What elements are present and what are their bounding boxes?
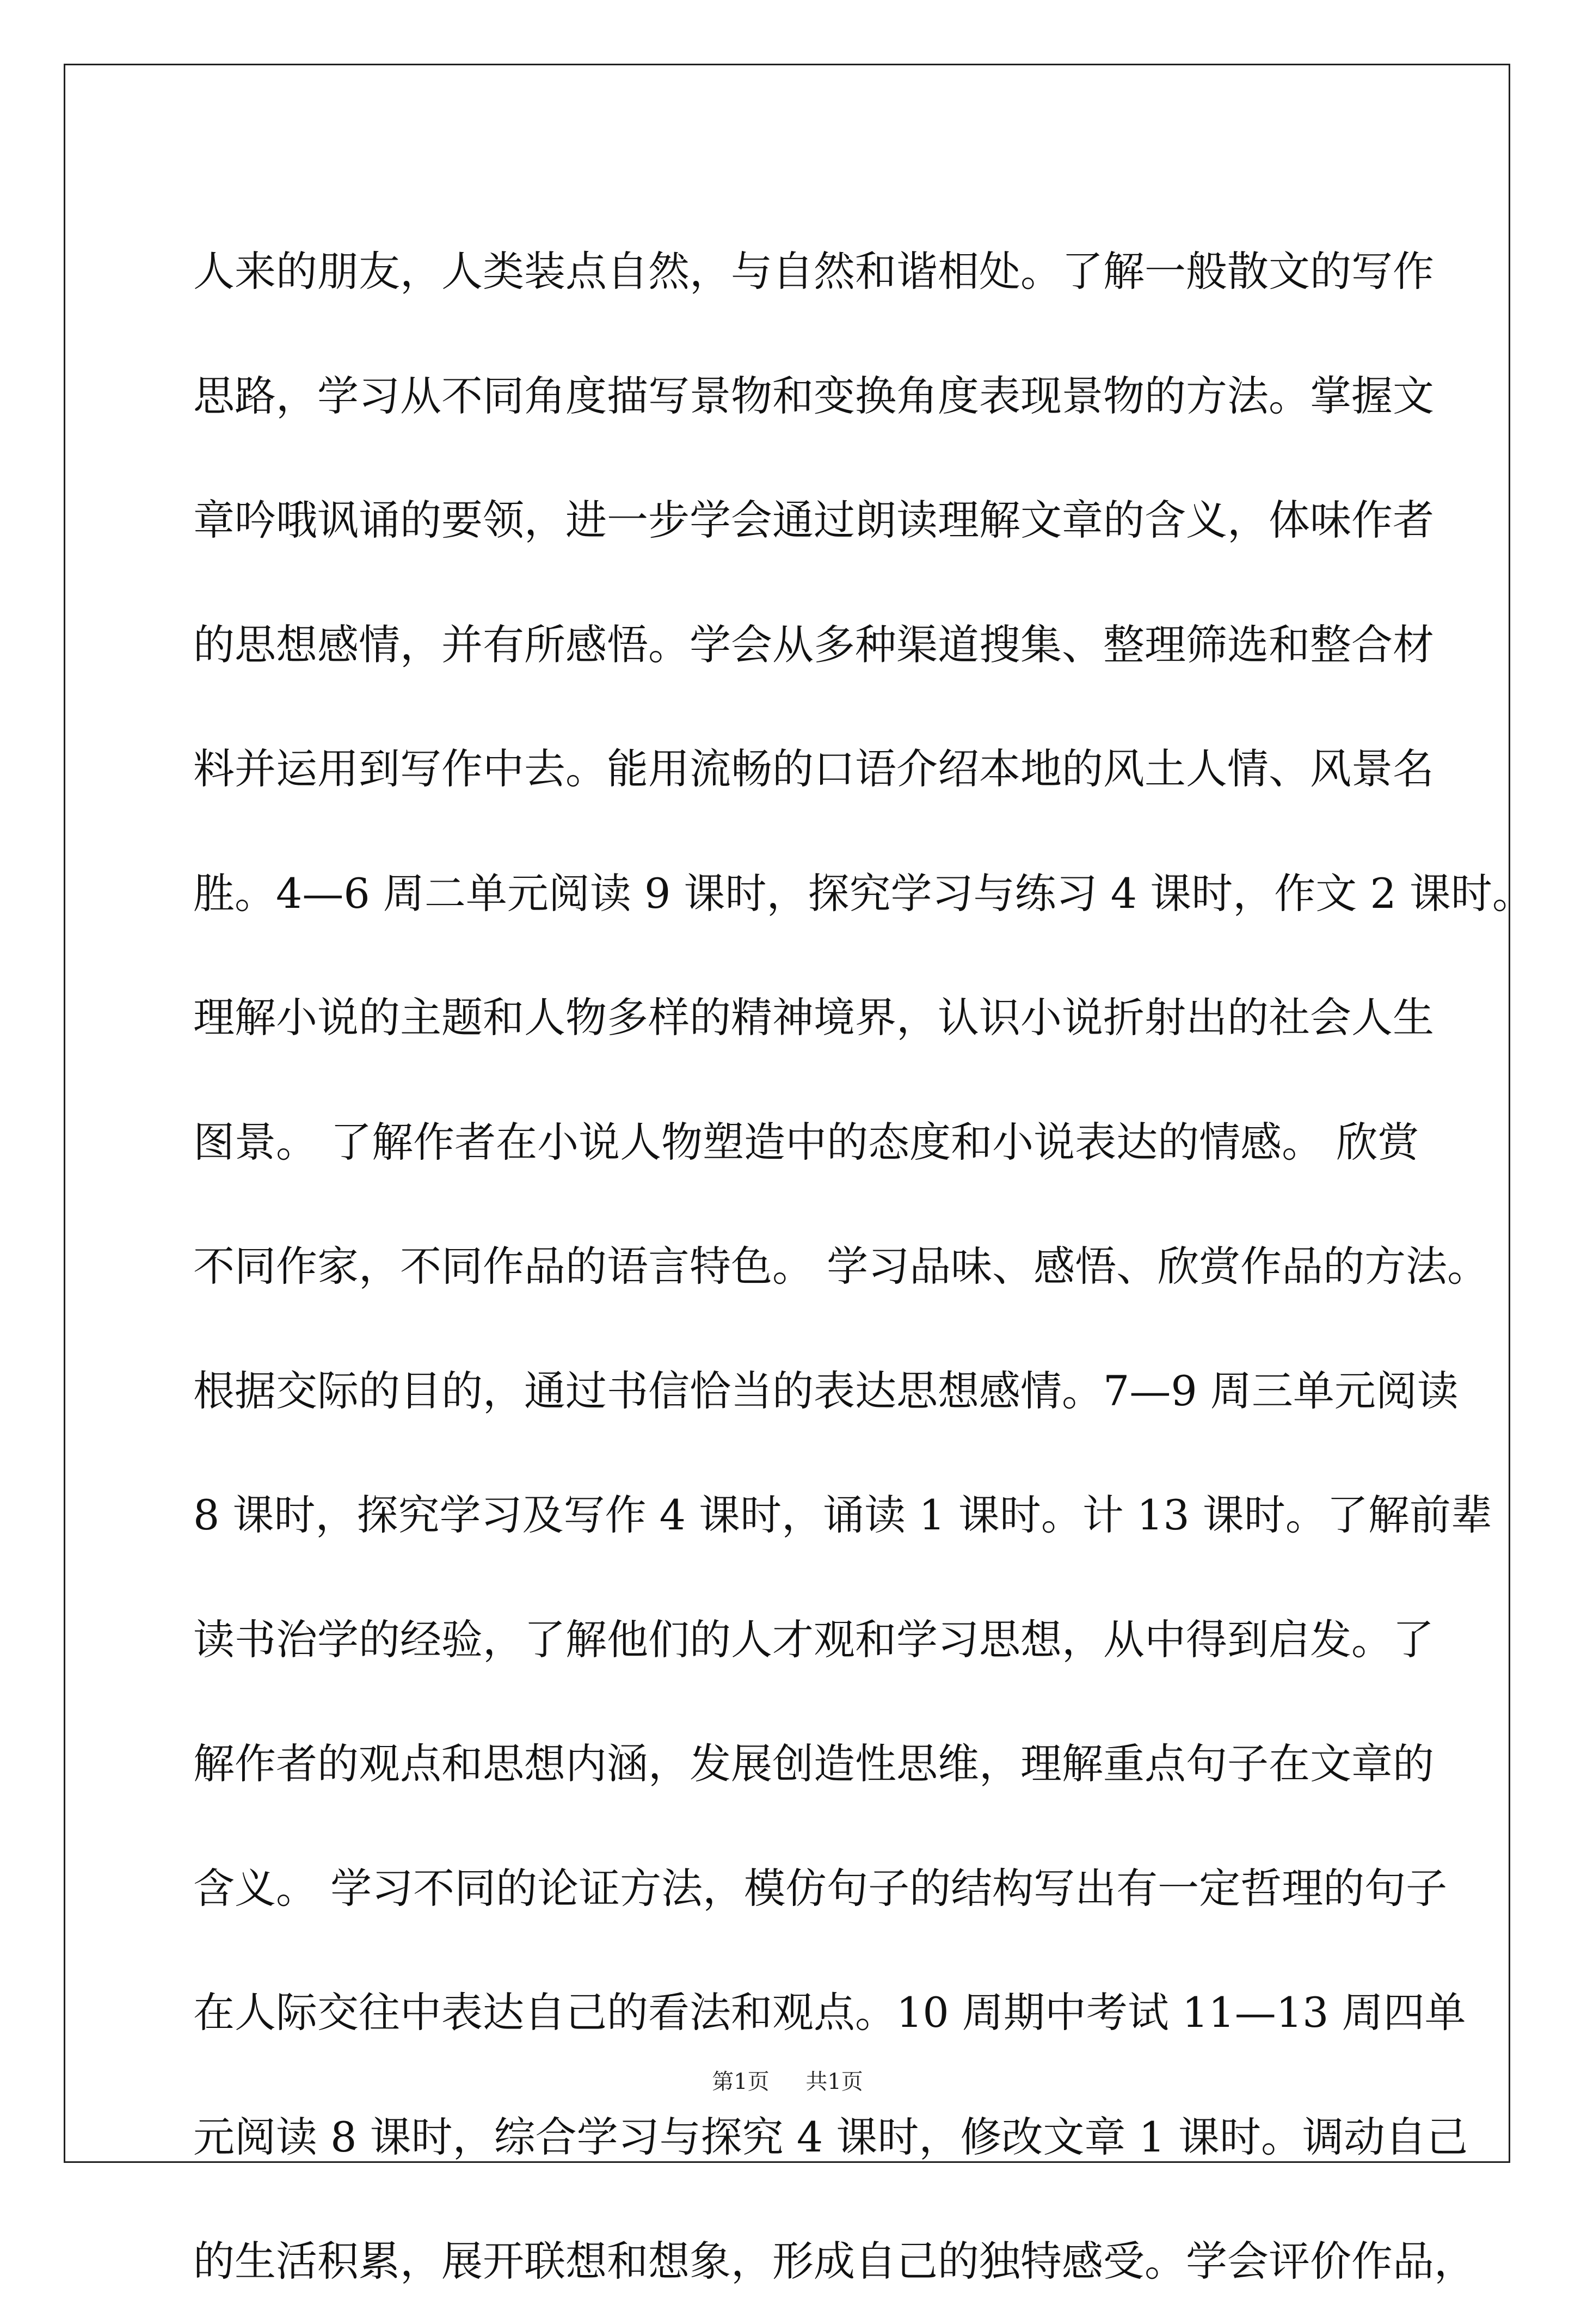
text-line-11: 8 课时，探究学习及写作 4 课时，诵读 1 课时。计 13 课时。了解前辈 — [193, 1491, 1492, 1539]
text-line-2: 思路，学习从不同角度描写景物和变换角度表现景物的方法。掌握文 — [193, 371, 1434, 420]
text-line-9: 不同作家，不同作品的语言特色。 学习品味、感悟、欣赏作品的方法。 — [193, 1242, 1489, 1290]
text-line-15: 在人际交往中表达自己的看法和观点。10 周期中考试 11—13 周四单 — [193, 1988, 1466, 2037]
total-pages: 共1页 — [805, 2069, 863, 2094]
text-line-4: 的思想感情，并有所感悟。学会从多种渠道搜集、整理筛选和整合材 — [193, 620, 1434, 669]
text-line-1: 人来的朋友，人类装点自然，与自然和谐相处。了解一般散文的写作 — [193, 247, 1434, 296]
text-line-13: 解作者的观点和思想内涵，发展创造性思维，理解重点句子在文章的 — [193, 1739, 1434, 1788]
text-line-16: 元阅读 8 课时，综合学习与探究 4 课时，修改文章 1 课时。调动自己 — [193, 2112, 1468, 2161]
text-line-6: 胜。4—6 周二单元阅读 9 课时，探究学习与练习 4 课时，作文 2 课时。 — [193, 869, 1534, 918]
page-footer — [0, 2065, 1575, 2098]
text-line-10: 根据交际的目的，通过书信恰当的表达思想感情。7—9 周三单元阅读 — [193, 1366, 1459, 1415]
text-line-3: 章吟哦讽诵的要领，进一步学会通过朗读理解文章的含义，体味作者 — [193, 496, 1434, 544]
text-line-8: 图景。 了解作者在小说人物塑造中的态度和小说表达的情感。 欣赏 — [193, 1117, 1419, 1166]
text-line-12: 读书治学的经验，了解他们的人才观和学习思想，从中得到启发。了 — [193, 1615, 1434, 1664]
text-line-7: 理解小说的主题和人物多样的精神境界，认识小说折射出的社会人生 — [193, 993, 1434, 1042]
text-line-17: 的生活积累，展开联想和想象，形成自己的独特感受。学会评价作品， — [193, 2237, 1475, 2285]
document-body — [193, 210, 1534, 2324]
page-number: 第1页 — [712, 2069, 770, 2094]
text-line-14: 含义。 学习不同的论证方法，模仿句子的结构写出有一定哲理的句子 — [193, 1864, 1448, 1913]
text-line-5: 料并运用到写作中去。能用流畅的口语介绍本地的风土人情、风景名 — [193, 745, 1434, 793]
